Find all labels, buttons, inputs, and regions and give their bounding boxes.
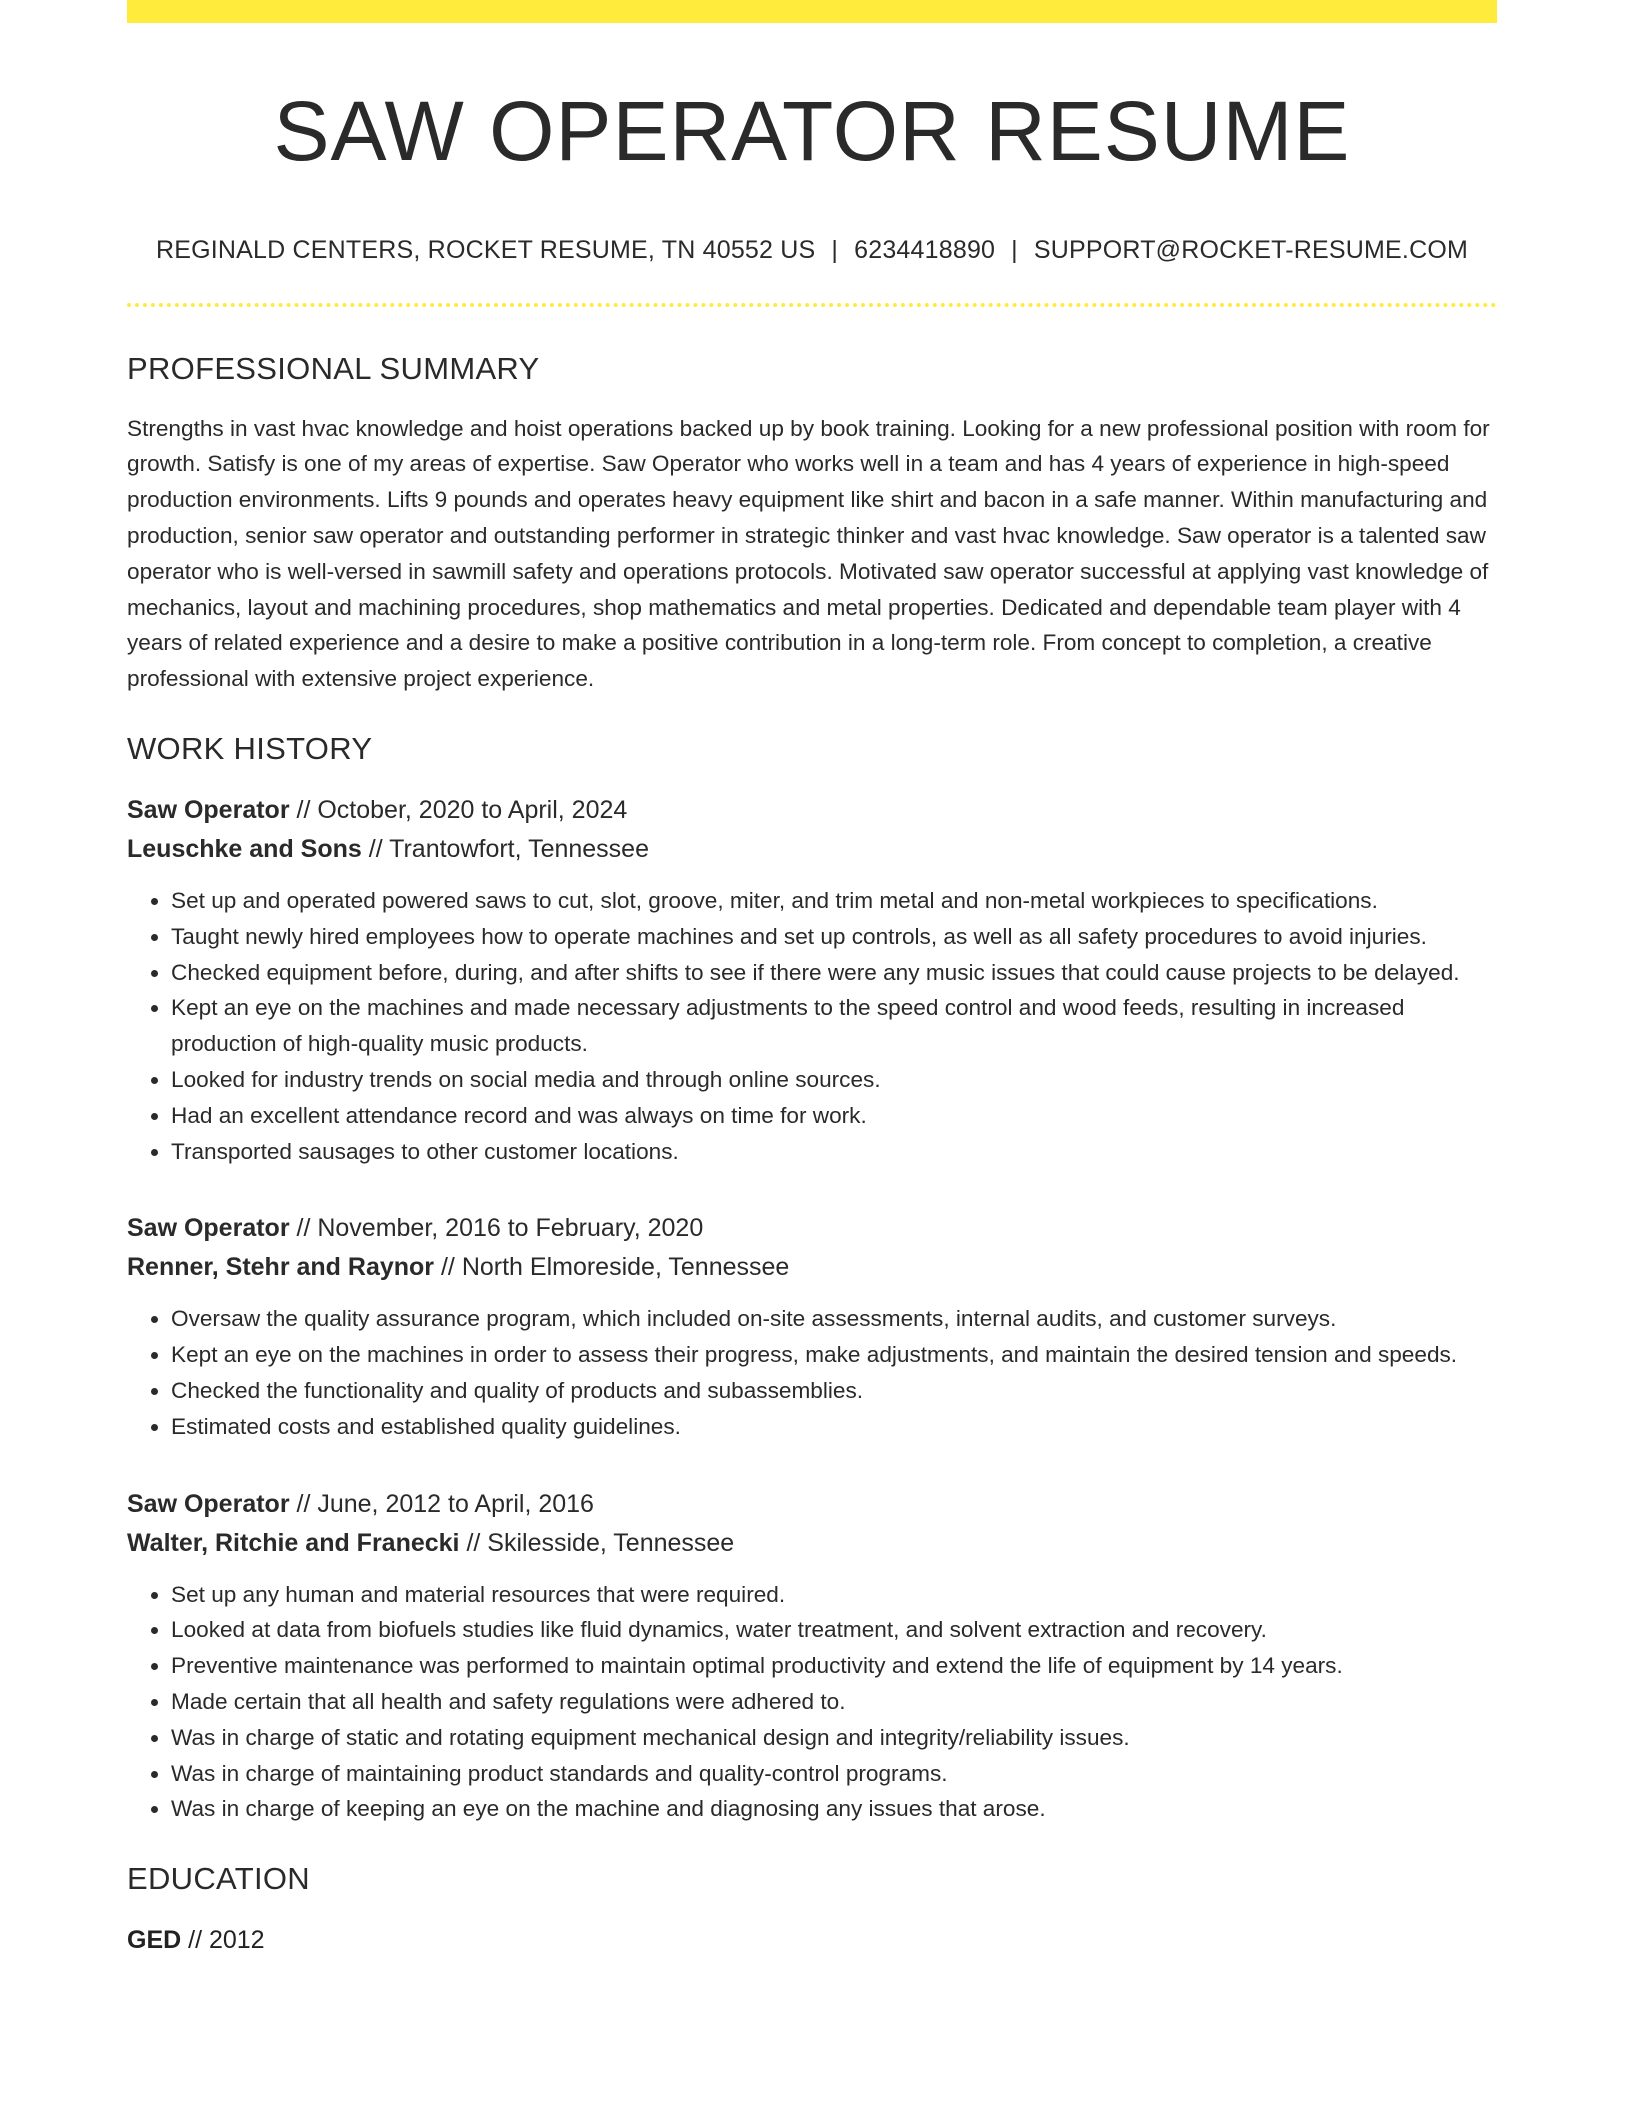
job-title-line <box>127 791 1497 830</box>
job-role: Saw Operator <box>127 1489 290 1518</box>
job-bullet: • Taught newly hired employees how to operate machines and set up controls, as well as all safety procedures to avoid injuries. <box>171 919 1497 955</box>
job-dates: // October, 2020 to April, 2024 <box>289 795 628 824</box>
job-bullet: • Oversaw the quality assurance program, which included on-site assessments, internal audits, and customer surveys. <box>171 1301 1497 1337</box>
job-role: Saw Operator <box>127 795 290 824</box>
job-bullet: • Checked equipment before, during, and after shifts to see if there were any music issues that could cause projects to be delayed. <box>171 955 1497 991</box>
contact-phone[interactable]: 6234418890 <box>854 235 996 264</box>
education-year: // 2012 <box>181 1926 265 1955</box>
contact-separator: | <box>831 235 839 264</box>
job-location: // Trantowfort, Tennessee <box>361 834 649 863</box>
job-location: // Skilesside, Tennessee <box>459 1528 735 1557</box>
contact-address: REGINALD CENTERS, ROCKET RESUME, TN 40552 US <box>155 235 816 264</box>
job-company: Walter, Ritchie and Franecki <box>127 1528 460 1557</box>
education-entry <box>127 1921 1497 1960</box>
job-entry <box>127 1209 1497 1444</box>
job-bullet: • Made certain that all health and safety regulations were adhered to. <box>171 1684 1497 1720</box>
job-bullet: • Set up any human and material resources that were required. <box>171 1577 1497 1613</box>
job-bullet: • Kept an eye on the machines in order to assess their progress, make adjustments, and maintain the desired tension and speeds. <box>171 1337 1497 1373</box>
job-entry <box>127 791 1497 1169</box>
job-bullets <box>127 1301 1497 1444</box>
work-history-heading: WORK HISTORY <box>127 730 373 766</box>
job-bullet: • Set up and operated powered saws to cut, slot, groove, miter, and trim metal and non-metal workpieces to specifications. <box>171 883 1497 919</box>
job-bullet: • Checked the functionality and quality of products and subassemblies. <box>171 1373 1497 1409</box>
job-bullet: • Preventive maintenance was performed to maintain optimal productivity and extend the life of equipment by 14 years. <box>171 1648 1497 1684</box>
summary-text: Strengths in vast hvac knowledge and hoist operations backed up by book training. Looking for a new professional position with room for growth. Satisfy is one of my areas of expertise. Saw Operator who works well in a team and has 4 years of experience in high-speed production environments. Lifts 9 pounds and operates heavy equipment like shirt and bacon in a safe manner. Within manufacturing and production, senior saw operator and outstanding performer in strategic thinker and vast hvac knowledge. Saw operator is a talented saw operator who is well-versed in sawmill safety and operations protocols. Motivated saw operator successful at applying vast knowledge of mechanics, layout and machining procedures, shop mathematics and metal properties. Dedicated and dependable team player with 4 years of related experience and a desire to make a positive contribution in a long-term role. From concept to completion, a creative professional with extensive project experience. <box>127 415 1490 692</box>
job-bullet: • Kept an eye on the machines and made necessary adjustments to the speed control and wood feeds, resulting in increased production of high-quality music products. <box>171 990 1497 1062</box>
contact-email[interactable]: SUPPORT@ROCKET-RESUME.COM <box>1033 235 1469 264</box>
job-bullet: • Estimated costs and established quality guidelines. <box>171 1409 1497 1445</box>
job-bullet: • Was in charge of maintaining product standards and quality-control programs. <box>171 1756 1497 1792</box>
job-company: Renner, Stehr and Raynor <box>127 1253 435 1282</box>
accent-bar <box>127 0 1497 23</box>
summary-heading: PROFESSIONAL SUMMARY <box>127 350 540 386</box>
job-role: Saw Operator <box>127 1214 290 1243</box>
job-bullets <box>127 883 1497 1169</box>
resume-title: SAW OPERATOR RESUME <box>273 84 1351 178</box>
contact-separator: | <box>1011 235 1018 264</box>
job-bullet: • Was in charge of static and rotating equipment mechanical design and integrity/reliability issues. <box>171 1720 1497 1756</box>
job-bullet: • Looked at data from biofuels studies like fluid dynamics, water treatment, and solvent extraction and recovery. <box>171 1612 1497 1648</box>
education-degree: GED <box>127 1926 182 1955</box>
job-bullet: • Was in charge of keeping an eye on the machine and diagnosing any issues that arose. <box>171 1791 1497 1827</box>
job-title-line <box>127 1209 1497 1248</box>
resume-page <box>127 0 1497 1960</box>
job-entry <box>127 1485 1497 1828</box>
job-company-line <box>127 1524 1497 1563</box>
education-heading: EDUCATION <box>127 1861 310 1897</box>
job-company-line <box>127 830 1497 869</box>
job-title-line <box>127 1485 1497 1524</box>
contact-line <box>127 236 1497 265</box>
job-company-line <box>127 1248 1497 1287</box>
job-bullet: • Had an excellent attendance record and was always on time for work. <box>171 1098 1497 1134</box>
job-dates: // June, 2012 to April, 2016 <box>289 1489 594 1518</box>
job-bullet: • Looked for industry trends on social media and through online sources. <box>171 1062 1497 1098</box>
dotted-divider <box>127 303 1497 307</box>
job-bullets <box>127 1577 1497 1828</box>
job-company: Leuschke and Sons <box>127 834 362 863</box>
job-bullet: • Transported sausages to other customer locations. <box>171 1134 1497 1170</box>
job-dates: // November, 2016 to February, 2020 <box>289 1214 704 1243</box>
job-location: // North Elmoreside, Tennessee <box>434 1253 790 1282</box>
